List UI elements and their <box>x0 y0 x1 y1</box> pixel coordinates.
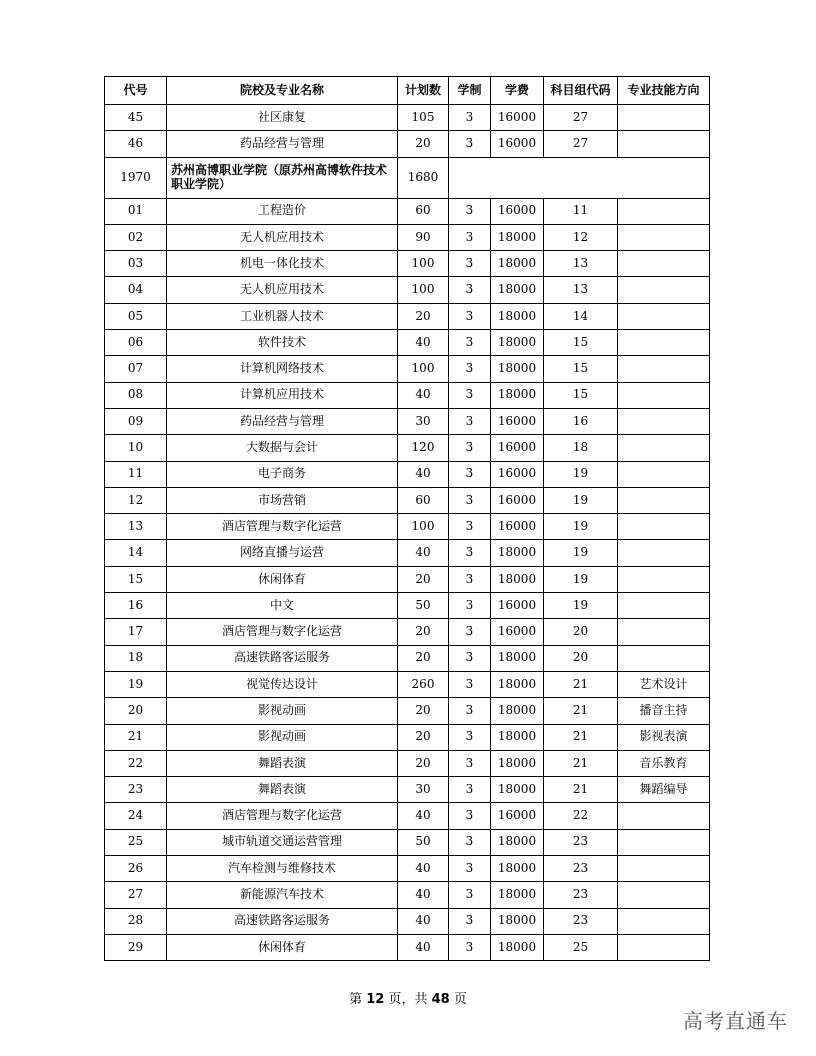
cell-fee: 18000 <box>491 698 544 724</box>
cell-years: 3 <box>449 330 491 356</box>
table-row <box>105 671 710 697</box>
cell-plan: 105 <box>398 105 449 131</box>
cell-code: 06 <box>105 330 167 356</box>
table-row <box>105 382 710 408</box>
table-row <box>105 461 710 487</box>
cell-plan: 40 <box>398 461 449 487</box>
footer-prefix: 第 <box>349 992 367 1007</box>
cell-code: 27 <box>105 882 167 908</box>
cell-plan: 40 <box>398 382 449 408</box>
cell-years: 3 <box>449 882 491 908</box>
cell-group: 23 <box>544 882 618 908</box>
cell-fee: 18000 <box>491 224 544 250</box>
table-row <box>105 303 710 329</box>
cell-name: 药品经营与管理 <box>167 408 398 434</box>
cell-fee: 18000 <box>491 750 544 776</box>
cell-fee: 18000 <box>491 777 544 803</box>
cell-group: 22 <box>544 803 618 829</box>
cell-fee: 18000 <box>491 724 544 750</box>
cell-plan: 30 <box>398 777 449 803</box>
cell-fee: 16000 <box>491 619 544 645</box>
cell-group: 27 <box>544 105 618 131</box>
cell-fee: 16000 <box>491 593 544 619</box>
cell-name: 软件技术 <box>167 330 398 356</box>
cell-group: 15 <box>544 356 618 382</box>
cell-group: 15 <box>544 382 618 408</box>
cell-years: 3 <box>449 724 491 750</box>
table-row <box>105 882 710 908</box>
cell-years: 3 <box>449 803 491 829</box>
cell-fee: 18000 <box>491 251 544 277</box>
cell-code: 03 <box>105 251 167 277</box>
cell-name: 新能源汽车技术 <box>167 882 398 908</box>
cell-plan: 50 <box>398 829 449 855</box>
table-row <box>105 435 710 461</box>
institution-row <box>105 157 710 198</box>
cell-fee: 16000 <box>491 408 544 434</box>
cell-name: 无人机应用技术 <box>167 277 398 303</box>
cell-fee: 18000 <box>491 671 544 697</box>
cell-group: 13 <box>544 251 618 277</box>
cell-fee: 16000 <box>491 461 544 487</box>
cell-name: 高速铁路客运服务 <box>167 908 398 934</box>
cell-name: 休闲体育 <box>167 934 398 960</box>
table-row <box>105 514 710 540</box>
table-row <box>105 777 710 803</box>
cell-group: 19 <box>544 461 618 487</box>
cell-name: 城市轨道交通运营管理 <box>167 829 398 855</box>
cell-skill <box>618 566 710 592</box>
cell-skill: 艺术设计 <box>618 671 710 697</box>
footer-suffix: 页 <box>449 992 467 1007</box>
cell-name: 无人机应用技术 <box>167 224 398 250</box>
table-row <box>105 330 710 356</box>
cell-code: 04 <box>105 277 167 303</box>
cell-code: 24 <box>105 803 167 829</box>
cell-skill <box>618 105 710 131</box>
cell-skill <box>618 277 710 303</box>
table-row <box>105 540 710 566</box>
cell-plan: 20 <box>398 698 449 724</box>
cell-plan: 20 <box>398 566 449 592</box>
cell-name: 计算机应用技术 <box>167 382 398 408</box>
cell-name: 机电一体化技术 <box>167 251 398 277</box>
header-code: 代号 <box>105 77 167 105</box>
cell-plan: 40 <box>398 803 449 829</box>
cell-skill <box>618 198 710 224</box>
cell-plan: 60 <box>398 198 449 224</box>
institution-code: 1970 <box>105 157 167 198</box>
cell-years: 3 <box>449 619 491 645</box>
table-row <box>105 724 710 750</box>
cell-code: 11 <box>105 461 167 487</box>
cell-years: 3 <box>449 435 491 461</box>
cell-name: 舞蹈表演 <box>167 777 398 803</box>
cell-fee: 18000 <box>491 566 544 592</box>
cell-years: 3 <box>449 934 491 960</box>
cell-fee: 18000 <box>491 356 544 382</box>
footer-page-number: 12 <box>366 992 385 1007</box>
cell-code: 08 <box>105 382 167 408</box>
cell-code: 12 <box>105 487 167 513</box>
cell-name: 大数据与会计 <box>167 435 398 461</box>
cell-plan: 40 <box>398 934 449 960</box>
cell-skill <box>618 908 710 934</box>
cell-skill: 音乐教育 <box>618 750 710 776</box>
cell-skill <box>618 934 710 960</box>
institution-section <box>105 157 710 198</box>
cell-plan: 50 <box>398 593 449 619</box>
rows-after <box>105 198 710 961</box>
cell-skill: 舞蹈编导 <box>618 777 710 803</box>
table-row <box>105 251 710 277</box>
cell-code: 09 <box>105 408 167 434</box>
cell-skill <box>618 131 710 157</box>
cell-plan: 20 <box>398 750 449 776</box>
cell-fee: 16000 <box>491 198 544 224</box>
cell-plan: 100 <box>398 277 449 303</box>
cell-skill <box>618 540 710 566</box>
cell-group: 15 <box>544 330 618 356</box>
cell-years: 3 <box>449 224 491 250</box>
table-row <box>105 198 710 224</box>
cell-years: 3 <box>449 750 491 776</box>
cell-fee: 16000 <box>491 803 544 829</box>
cell-years: 3 <box>449 829 491 855</box>
cell-fee: 18000 <box>491 540 544 566</box>
cell-group: 21 <box>544 671 618 697</box>
table-row <box>105 829 710 855</box>
cell-fee: 18000 <box>491 645 544 671</box>
table-row <box>105 593 710 619</box>
cell-years: 3 <box>449 277 491 303</box>
cell-code: 22 <box>105 750 167 776</box>
cell-group: 27 <box>544 131 618 157</box>
institution-name: 苏州高博职业学院（原苏州高博软件技术职业学院） <box>167 157 398 198</box>
table-row <box>105 934 710 960</box>
cell-name: 酒店管理与数字化运营 <box>167 619 398 645</box>
cell-skill <box>618 487 710 513</box>
cell-code: 29 <box>105 934 167 960</box>
cell-skill: 影视表演 <box>618 724 710 750</box>
cell-fee: 18000 <box>491 882 544 908</box>
cell-name: 计算机网络技术 <box>167 356 398 382</box>
cell-years: 3 <box>449 487 491 513</box>
cell-fee: 18000 <box>491 934 544 960</box>
header-skill: 专业技能方向 <box>618 77 710 105</box>
cell-name: 舞蹈表演 <box>167 750 398 776</box>
cell-code: 14 <box>105 540 167 566</box>
table-row <box>105 698 710 724</box>
cell-fee: 18000 <box>491 829 544 855</box>
cell-code: 01 <box>105 198 167 224</box>
cell-name: 药品经营与管理 <box>167 131 398 157</box>
watermark: 高考直通车 <box>683 1009 788 1033</box>
cell-skill <box>618 461 710 487</box>
cell-group: 16 <box>544 408 618 434</box>
table-row <box>105 566 710 592</box>
header-plan: 计划数 <box>398 77 449 105</box>
cell-plan: 20 <box>398 645 449 671</box>
rows-before <box>105 105 710 158</box>
cell-skill <box>618 829 710 855</box>
cell-group: 21 <box>544 724 618 750</box>
cell-skill <box>618 514 710 540</box>
cell-name: 影视动画 <box>167 698 398 724</box>
cell-fee: 16000 <box>491 131 544 157</box>
cell-skill <box>618 303 710 329</box>
cell-years: 3 <box>449 856 491 882</box>
cell-code: 05 <box>105 303 167 329</box>
cell-plan: 100 <box>398 514 449 540</box>
cell-group: 19 <box>544 514 618 540</box>
table-row <box>105 131 710 157</box>
cell-years: 3 <box>449 777 491 803</box>
cell-group: 20 <box>544 619 618 645</box>
cell-group: 23 <box>544 856 618 882</box>
cell-skill <box>618 382 710 408</box>
cell-skill <box>618 435 710 461</box>
cell-group: 21 <box>544 698 618 724</box>
cell-plan: 100 <box>398 356 449 382</box>
cell-fee: 18000 <box>491 277 544 303</box>
cell-years: 3 <box>449 540 491 566</box>
cell-fee: 18000 <box>491 856 544 882</box>
cell-skill <box>618 856 710 882</box>
table-row <box>105 908 710 934</box>
cell-years: 3 <box>449 303 491 329</box>
cell-skill <box>618 251 710 277</box>
cell-name: 工业机器人技术 <box>167 303 398 329</box>
cell-name: 市场营销 <box>167 487 398 513</box>
cell-skill <box>618 803 710 829</box>
cell-code: 28 <box>105 908 167 934</box>
cell-code: 23 <box>105 777 167 803</box>
cell-name: 酒店管理与数字化运营 <box>167 514 398 540</box>
cell-plan: 100 <box>398 251 449 277</box>
cell-years: 3 <box>449 382 491 408</box>
cell-fee: 18000 <box>491 303 544 329</box>
cell-years: 3 <box>449 131 491 157</box>
cell-fee: 18000 <box>491 330 544 356</box>
cell-plan: 20 <box>398 131 449 157</box>
cell-group: 12 <box>544 224 618 250</box>
table-row <box>105 356 710 382</box>
cell-group: 25 <box>544 934 618 960</box>
institution-plan: 1680 <box>398 157 449 198</box>
cell-plan: 120 <box>398 435 449 461</box>
cell-skill <box>618 593 710 619</box>
cell-years: 3 <box>449 514 491 540</box>
cell-name: 视觉传达设计 <box>167 671 398 697</box>
cell-years: 3 <box>449 671 491 697</box>
cell-years: 3 <box>449 593 491 619</box>
cell-years: 3 <box>449 461 491 487</box>
cell-fee: 16000 <box>491 105 544 131</box>
footer-total-pages: 48 <box>431 992 450 1007</box>
header-fee: 学费 <box>491 77 544 105</box>
cell-name: 休闲体育 <box>167 566 398 592</box>
table-row <box>105 105 710 131</box>
cell-name: 工程造价 <box>167 198 398 224</box>
cell-plan: 40 <box>398 330 449 356</box>
cell-skill <box>618 356 710 382</box>
cell-fee: 18000 <box>491 382 544 408</box>
cell-name: 酒店管理与数字化运营 <box>167 803 398 829</box>
cell-plan: 90 <box>398 224 449 250</box>
cell-name: 电子商务 <box>167 461 398 487</box>
cell-code: 02 <box>105 224 167 250</box>
cell-years: 3 <box>449 251 491 277</box>
cell-code: 45 <box>105 105 167 131</box>
header-years: 学制 <box>449 77 491 105</box>
cell-name: 网络直播与运营 <box>167 540 398 566</box>
institution-blank <box>449 157 710 198</box>
cell-group: 23 <box>544 908 618 934</box>
cell-code: 15 <box>105 566 167 592</box>
cell-code: 46 <box>105 131 167 157</box>
cell-fee: 16000 <box>491 514 544 540</box>
cell-skill <box>618 619 710 645</box>
cell-fee: 16000 <box>491 435 544 461</box>
cell-years: 3 <box>449 198 491 224</box>
table-row <box>105 803 710 829</box>
cell-years: 3 <box>449 356 491 382</box>
cell-skill <box>618 330 710 356</box>
cell-years: 3 <box>449 408 491 434</box>
cell-group: 14 <box>544 303 618 329</box>
table-row <box>105 408 710 434</box>
table-row <box>105 277 710 303</box>
footer-middle: 页，共 <box>384 992 432 1007</box>
cell-code: 20 <box>105 698 167 724</box>
cell-code: 18 <box>105 645 167 671</box>
cell-group: 21 <box>544 777 618 803</box>
cell-code: 19 <box>105 671 167 697</box>
table-row <box>105 750 710 776</box>
table-row <box>105 487 710 513</box>
cell-group: 19 <box>544 593 618 619</box>
cell-group: 19 <box>544 566 618 592</box>
cell-skill: 播音主持 <box>618 698 710 724</box>
cell-group: 11 <box>544 198 618 224</box>
cell-code: 25 <box>105 829 167 855</box>
cell-name: 影视动画 <box>167 724 398 750</box>
cell-years: 3 <box>449 566 491 592</box>
cell-fee: 18000 <box>491 908 544 934</box>
header-group: 科目组代码 <box>544 77 618 105</box>
cell-plan: 40 <box>398 856 449 882</box>
cell-plan: 20 <box>398 303 449 329</box>
cell-code: 21 <box>105 724 167 750</box>
cell-group: 23 <box>544 829 618 855</box>
cell-name: 社区康复 <box>167 105 398 131</box>
cell-plan: 40 <box>398 882 449 908</box>
cell-skill <box>618 224 710 250</box>
cell-code: 10 <box>105 435 167 461</box>
cell-years: 3 <box>449 105 491 131</box>
cell-group: 13 <box>544 277 618 303</box>
table-row <box>105 619 710 645</box>
cell-skill <box>618 645 710 671</box>
cell-plan: 20 <box>398 619 449 645</box>
cell-skill <box>618 882 710 908</box>
cell-years: 3 <box>449 645 491 671</box>
cell-code: 13 <box>105 514 167 540</box>
cell-group: 18 <box>544 435 618 461</box>
cell-group: 21 <box>544 750 618 776</box>
cell-plan: 20 <box>398 724 449 750</box>
cell-plan: 40 <box>398 908 449 934</box>
table-row <box>105 224 710 250</box>
cell-code: 17 <box>105 619 167 645</box>
header-row <box>105 77 710 105</box>
cell-plan: 260 <box>398 671 449 697</box>
table-row <box>105 856 710 882</box>
cell-code: 16 <box>105 593 167 619</box>
table-row <box>105 645 710 671</box>
cell-name: 汽车检测与维修技术 <box>167 856 398 882</box>
cell-code: 07 <box>105 356 167 382</box>
enrollment-plan-table <box>104 76 710 961</box>
cell-code: 26 <box>105 856 167 882</box>
cell-group: 19 <box>544 540 618 566</box>
cell-years: 3 <box>449 698 491 724</box>
cell-skill <box>618 408 710 434</box>
cell-group: 19 <box>544 487 618 513</box>
cell-years: 3 <box>449 908 491 934</box>
header-name: 院校及专业名称 <box>167 77 398 105</box>
cell-fee: 16000 <box>491 487 544 513</box>
cell-name: 中文 <box>167 593 398 619</box>
cell-plan: 40 <box>398 540 449 566</box>
cell-group: 20 <box>544 645 618 671</box>
cell-plan: 30 <box>398 408 449 434</box>
cell-plan: 60 <box>398 487 449 513</box>
cell-name: 高速铁路客运服务 <box>167 645 398 671</box>
